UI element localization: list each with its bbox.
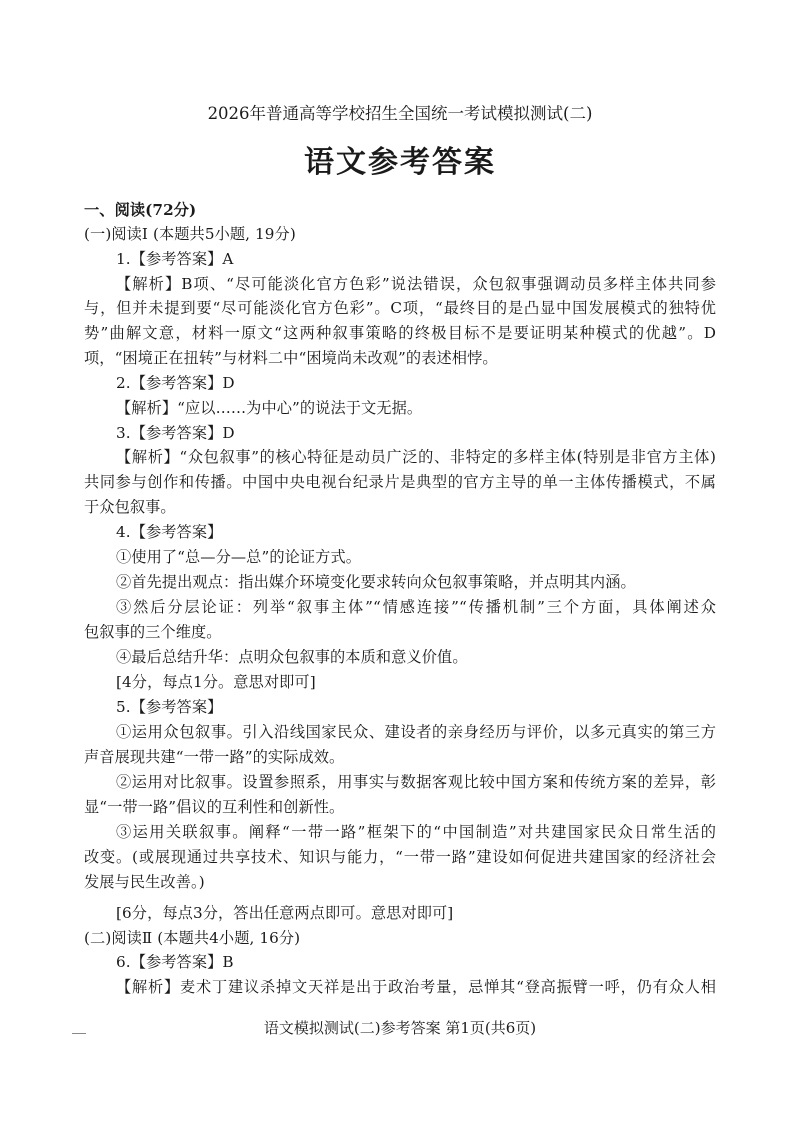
part-heading-reading-1: (一)阅读Ⅰ (本题共5小题, 19分)	[84, 225, 296, 243]
q1-answer: 1.【参考答案】A	[116, 250, 234, 268]
q4-point: ②首先提出观点：指出媒介环境变化要求转向众包叙事策略，并点明其内涵。	[116, 573, 636, 591]
q4-point: ④最后总结升华：点明众包叙事的本质和意义价值。	[116, 648, 468, 666]
page-footer: 语文模拟测试(二)参考答案 第1页(共6页)	[263, 1019, 537, 1037]
q1-analysis-line: 与，但并未提到要“尽可能淡化官方色彩”。C项，“最终目的是凸显中国发展模式的独特优	[84, 299, 716, 317]
q5-answer: 5.【参考答案】	[116, 698, 223, 716]
q3-analysis-line: 【解析】“众包叙事”的核心特征是动员广泛的、非特定的多样主体(特别是非官方主体)	[116, 448, 716, 466]
q5-point: ③运用关联叙事。阐释“一带一路”框架下的“中国制造”对共建国家民众日常生活的	[116, 823, 716, 841]
q5-point-continued: 显“一带一路”倡议的互利性和创新性。	[84, 798, 345, 816]
q3-analysis-line: 于众包叙事。	[84, 498, 176, 516]
q6-answer: 6.【参考答案】B	[116, 953, 234, 971]
q5-point-continued: 发展与民生改善。)	[84, 873, 205, 891]
q5-point-continued: 声音展现共建“一带一路”的实际成效。	[84, 748, 345, 766]
q1-analysis-line: 【解析】B项、“尽可能淡化官方色彩”说法错误，众包叙事强调动员多样主体共同参	[116, 275, 716, 293]
exam-title: 2026年普通高等学校招生全国统一考试模拟测试(二)	[207, 104, 593, 123]
q4-point-continued: 包叙事的三个维度。	[84, 623, 222, 641]
q6-analysis-line: 【解析】麦术丁建议杀掉文天祥是出于政治考量，忌惮其“登高振臂一呼，仍有众人相	[116, 978, 716, 996]
section-heading-reading: 一、阅读(72分)	[84, 201, 197, 219]
q4-point: ③然后分层论证：列举“叙事主体”“情感连接”“传播机制”三个方面，具体阐述众	[116, 598, 716, 616]
document-title: 语文参考答案	[304, 145, 496, 180]
q5-point-continued: 改变。(或展现通过共享技术、知识与能力，“一带一路”建设如何促进共建国家的经济社会	[84, 848, 716, 866]
q2-analysis-line: 【解析】“应以……为中心”的说法于文无据。	[116, 399, 423, 417]
q1-analysis-line: 项，“困境正在扭转”与材料二中“困境尚未改观”的表述相悖。	[84, 349, 498, 367]
q4-point: ①使用了“总—分—总”的论证方式。	[116, 548, 362, 566]
q4-score-note: [4分，每点1分。意思对即可]	[116, 673, 316, 691]
q5-point: ①运用众包叙事。引入沿线国家民众、建设者的亲身经历与评价，以多元真实的第三方	[116, 723, 716, 741]
q1-analysis-line: 势”曲解文意，材料一原文“这两种叙事策略的终极目标不是要证明某种模式的优越”。D	[84, 324, 716, 342]
q5-point: ②运用对比叙事。设置参照系，用事实与数据客观比较中国方案和传统方案的差异，彰	[116, 773, 716, 791]
q2-answer: 2.【参考答案】D	[116, 374, 235, 392]
q5-score-note: [6分，每点3分，答出任意两点即可。意思对即可]	[116, 904, 454, 922]
q3-answer: 3.【参考答案】D	[116, 424, 235, 442]
part-heading-reading-2: (二)阅读Ⅱ (本题共4小题, 16分)	[84, 929, 301, 947]
q3-analysis-line: 共同参与创作和传播。中国中央电视台纪录片是典型的官方主导的单一主体传播模式，不属	[84, 473, 716, 491]
q4-answer: 4.【参考答案】	[116, 523, 223, 541]
